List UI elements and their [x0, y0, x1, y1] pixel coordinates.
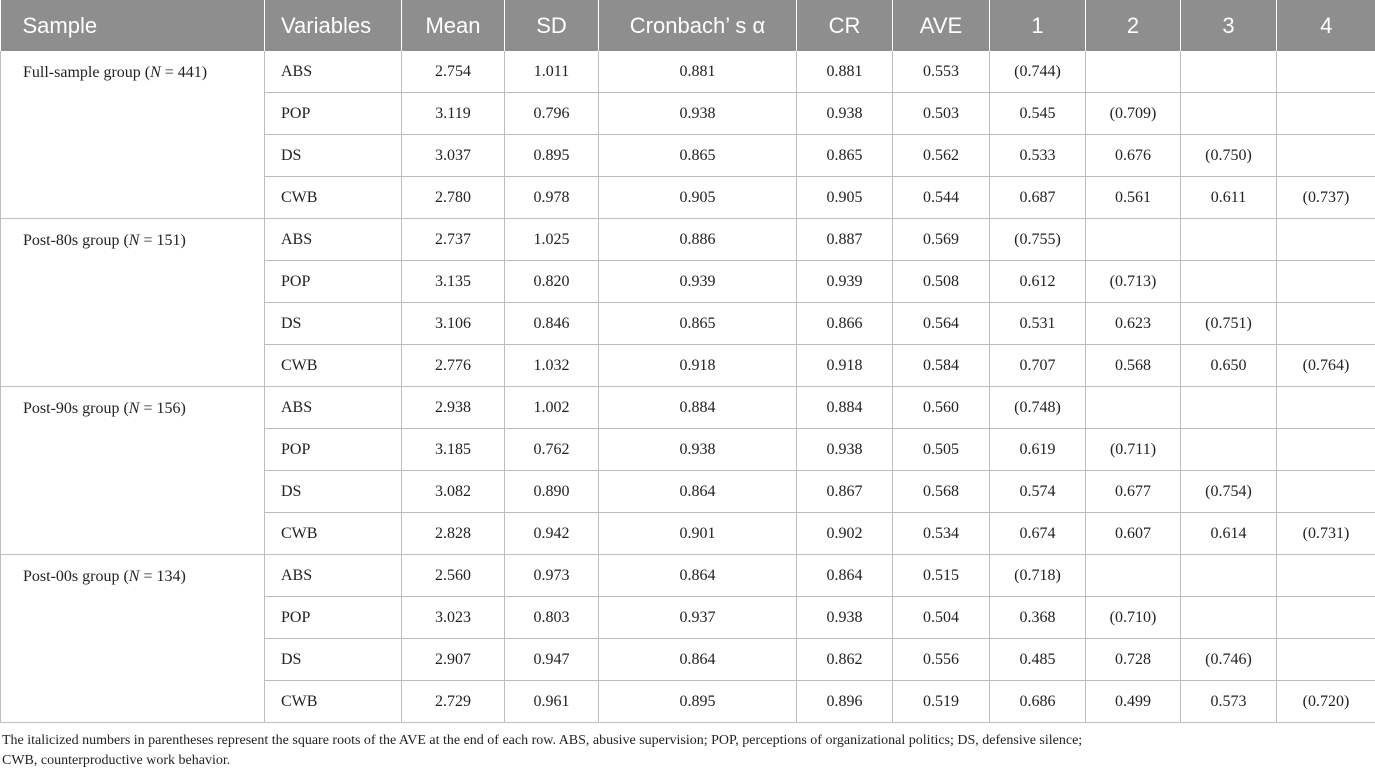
value-cell [1086, 555, 1181, 597]
header-col-1: 1 [990, 0, 1086, 51]
value-cell [1181, 597, 1277, 639]
value-cell: 0.905 [797, 177, 893, 219]
value-cell: 2.828 [402, 513, 505, 555]
value-cell [1181, 555, 1277, 597]
value-cell: (0.748) [990, 387, 1086, 429]
value-cell: 0.937 [599, 597, 797, 639]
value-cell [1181, 387, 1277, 429]
header-sample: Sample [1, 0, 265, 51]
value-cell: 0.961 [505, 681, 599, 723]
value-cell: (0.711) [1086, 429, 1181, 471]
value-cell: 0.508 [893, 261, 990, 303]
value-cell: 0.485 [990, 639, 1086, 681]
header-row [1, 0, 1375, 51]
value-cell [1277, 597, 1375, 639]
value-cell: 0.796 [505, 93, 599, 135]
header-mean: Mean [402, 0, 505, 51]
header-cr: CR [797, 0, 893, 51]
value-cell: 0.901 [599, 513, 797, 555]
value-cell: 1.025 [505, 219, 599, 261]
value-cell: 0.569 [893, 219, 990, 261]
footnote-line-1: The italicized numbers in parentheses represent the square roots of the AVE at the end of each row. ABS, abusive supervision; POP, perceptions of organizational politics; DS, defensive silence; [2, 733, 1083, 748]
variable-cell: CWB [265, 681, 402, 723]
value-cell [1277, 429, 1375, 471]
variable-cell: CWB [265, 177, 402, 219]
value-cell: 0.707 [990, 345, 1086, 387]
value-cell: 2.737 [402, 219, 505, 261]
value-cell: 0.515 [893, 555, 990, 597]
value-cell: 0.905 [599, 177, 797, 219]
value-cell: 0.505 [893, 429, 990, 471]
variable-cell: ABS [265, 219, 402, 261]
value-cell: 0.612 [990, 261, 1086, 303]
value-cell [1277, 51, 1375, 93]
value-cell: 0.573 [1181, 681, 1277, 723]
header-col-3: 3 [1181, 0, 1277, 51]
variable-cell: DS [265, 471, 402, 513]
value-cell: 0.938 [599, 93, 797, 135]
sample-group-label: Full-sample group (N = 441) [1, 51, 265, 219]
value-cell: 0.499 [1086, 681, 1181, 723]
header-col-2: 2 [1086, 0, 1181, 51]
value-cell: 0.973 [505, 555, 599, 597]
value-cell: 1.002 [505, 387, 599, 429]
value-cell: 0.556 [893, 639, 990, 681]
value-cell: 0.611 [1181, 177, 1277, 219]
value-cell: 1.011 [505, 51, 599, 93]
value-cell: 0.865 [599, 135, 797, 177]
header-sd: SD [505, 0, 599, 51]
sample-group-label: Post-00s group (N = 134) [1, 555, 265, 723]
table-row [1, 51, 1375, 93]
value-cell: 3.185 [402, 429, 505, 471]
table-row [1, 219, 1375, 261]
value-cell: 0.938 [797, 93, 893, 135]
value-cell: (0.720) [1277, 681, 1375, 723]
value-cell: 0.560 [893, 387, 990, 429]
value-cell: 1.032 [505, 345, 599, 387]
header-variables: Variables [265, 0, 402, 51]
value-cell: 0.884 [797, 387, 893, 429]
value-cell [1086, 387, 1181, 429]
variable-cell: ABS [265, 51, 402, 93]
value-cell: (0.755) [990, 219, 1086, 261]
value-cell: (0.709) [1086, 93, 1181, 135]
value-cell [1277, 555, 1375, 597]
header-col-4: 4 [1277, 0, 1375, 51]
value-cell: 0.867 [797, 471, 893, 513]
table-row [1, 387, 1375, 429]
value-cell: 0.864 [599, 555, 797, 597]
value-cell: 2.776 [402, 345, 505, 387]
value-cell: 0.887 [797, 219, 893, 261]
value-cell: 0.534 [893, 513, 990, 555]
value-cell: 0.553 [893, 51, 990, 93]
value-cell: (0.718) [990, 555, 1086, 597]
value-cell: 0.902 [797, 513, 893, 555]
value-cell: 0.896 [797, 681, 893, 723]
value-cell: 0.607 [1086, 513, 1181, 555]
footnote-line-2: CWB, counterproductive work behavior. [2, 753, 231, 768]
value-cell [1086, 51, 1181, 93]
variable-cell: DS [265, 303, 402, 345]
value-cell: 0.884 [599, 387, 797, 429]
value-cell: 2.907 [402, 639, 505, 681]
value-cell: 3.082 [402, 471, 505, 513]
value-cell: 3.023 [402, 597, 505, 639]
value-cell: (0.764) [1277, 345, 1375, 387]
value-cell: 0.918 [797, 345, 893, 387]
header-ave: AVE [893, 0, 990, 51]
value-cell: 0.368 [990, 597, 1086, 639]
value-cell: 0.614 [1181, 513, 1277, 555]
value-cell: (0.713) [1086, 261, 1181, 303]
value-cell: 0.895 [599, 681, 797, 723]
value-cell: (0.750) [1181, 135, 1277, 177]
value-cell [1277, 639, 1375, 681]
value-cell: 2.754 [402, 51, 505, 93]
value-cell: (0.744) [990, 51, 1086, 93]
value-cell: 0.503 [893, 93, 990, 135]
value-cell: (0.737) [1277, 177, 1375, 219]
value-cell [1277, 387, 1375, 429]
value-cell: (0.754) [1181, 471, 1277, 513]
value-cell: 0.562 [893, 135, 990, 177]
value-cell: 0.895 [505, 135, 599, 177]
value-cell: 0.939 [599, 261, 797, 303]
value-cell: 0.545 [990, 93, 1086, 135]
header-cronbach: Cronbach’ s α [599, 0, 797, 51]
value-cell [1277, 261, 1375, 303]
value-cell: 0.886 [599, 219, 797, 261]
value-cell: 0.820 [505, 261, 599, 303]
value-cell: 0.686 [990, 681, 1086, 723]
variable-cell: POP [265, 597, 402, 639]
value-cell: 0.623 [1086, 303, 1181, 345]
value-cell: 0.762 [505, 429, 599, 471]
value-cell: 0.568 [893, 471, 990, 513]
value-cell: 0.584 [893, 345, 990, 387]
value-cell: (0.746) [1181, 639, 1277, 681]
value-cell: 0.978 [505, 177, 599, 219]
sample-group-label: Post-80s group (N = 151) [1, 219, 265, 387]
value-cell [1181, 429, 1277, 471]
table-footnote [0, 723, 1375, 771]
value-cell: 0.574 [990, 471, 1086, 513]
variable-cell: ABS [265, 387, 402, 429]
value-cell: 0.864 [599, 639, 797, 681]
value-cell: 3.135 [402, 261, 505, 303]
value-cell: 0.881 [797, 51, 893, 93]
value-cell: 3.106 [402, 303, 505, 345]
value-cell: 0.533 [990, 135, 1086, 177]
variable-cell: POP [265, 261, 402, 303]
value-cell: 0.803 [505, 597, 599, 639]
variable-cell: ABS [265, 555, 402, 597]
variable-cell: POP [265, 93, 402, 135]
value-cell: 0.687 [990, 177, 1086, 219]
sample-group-label: Post-90s group (N = 156) [1, 387, 265, 555]
value-cell: 0.881 [599, 51, 797, 93]
value-cell [1181, 93, 1277, 135]
value-cell: 0.939 [797, 261, 893, 303]
value-cell: 0.531 [990, 303, 1086, 345]
value-cell: 0.918 [599, 345, 797, 387]
value-cell: 0.865 [797, 135, 893, 177]
value-cell: 0.568 [1086, 345, 1181, 387]
value-cell [1277, 471, 1375, 513]
value-cell: 0.864 [797, 555, 893, 597]
value-cell [1181, 261, 1277, 303]
value-cell [1277, 93, 1375, 135]
value-cell: (0.710) [1086, 597, 1181, 639]
value-cell [1277, 303, 1375, 345]
value-cell: 0.561 [1086, 177, 1181, 219]
value-cell: 0.938 [797, 597, 893, 639]
value-cell [1086, 219, 1181, 261]
variable-cell: CWB [265, 345, 402, 387]
value-cell: 0.504 [893, 597, 990, 639]
value-cell: 0.938 [797, 429, 893, 471]
value-cell: 2.938 [402, 387, 505, 429]
value-cell [1277, 219, 1375, 261]
value-cell [1277, 135, 1375, 177]
value-cell: 0.890 [505, 471, 599, 513]
variable-cell: DS [265, 639, 402, 681]
table-row [1, 555, 1375, 597]
value-cell: (0.751) [1181, 303, 1277, 345]
value-cell: 0.564 [893, 303, 990, 345]
value-cell: 0.865 [599, 303, 797, 345]
value-cell: 0.544 [893, 177, 990, 219]
value-cell: 3.037 [402, 135, 505, 177]
value-cell: 0.676 [1086, 135, 1181, 177]
value-cell: 0.677 [1086, 471, 1181, 513]
value-cell: 0.938 [599, 429, 797, 471]
value-cell: 0.650 [1181, 345, 1277, 387]
value-cell [1181, 51, 1277, 93]
value-cell: 0.947 [505, 639, 599, 681]
value-cell: 2.780 [402, 177, 505, 219]
value-cell: 0.728 [1086, 639, 1181, 681]
value-cell [1181, 219, 1277, 261]
variable-cell: DS [265, 135, 402, 177]
value-cell: (0.731) [1277, 513, 1375, 555]
value-cell: 0.864 [599, 471, 797, 513]
value-cell: 0.519 [893, 681, 990, 723]
value-cell: 2.729 [402, 681, 505, 723]
value-cell: 0.846 [505, 303, 599, 345]
value-cell: 0.619 [990, 429, 1086, 471]
variable-cell: CWB [265, 513, 402, 555]
value-cell: 0.674 [990, 513, 1086, 555]
variable-cell: POP [265, 429, 402, 471]
value-cell: 3.119 [402, 93, 505, 135]
value-cell: 2.560 [402, 555, 505, 597]
value-cell: 0.866 [797, 303, 893, 345]
value-cell: 0.862 [797, 639, 893, 681]
value-cell: 0.942 [505, 513, 599, 555]
